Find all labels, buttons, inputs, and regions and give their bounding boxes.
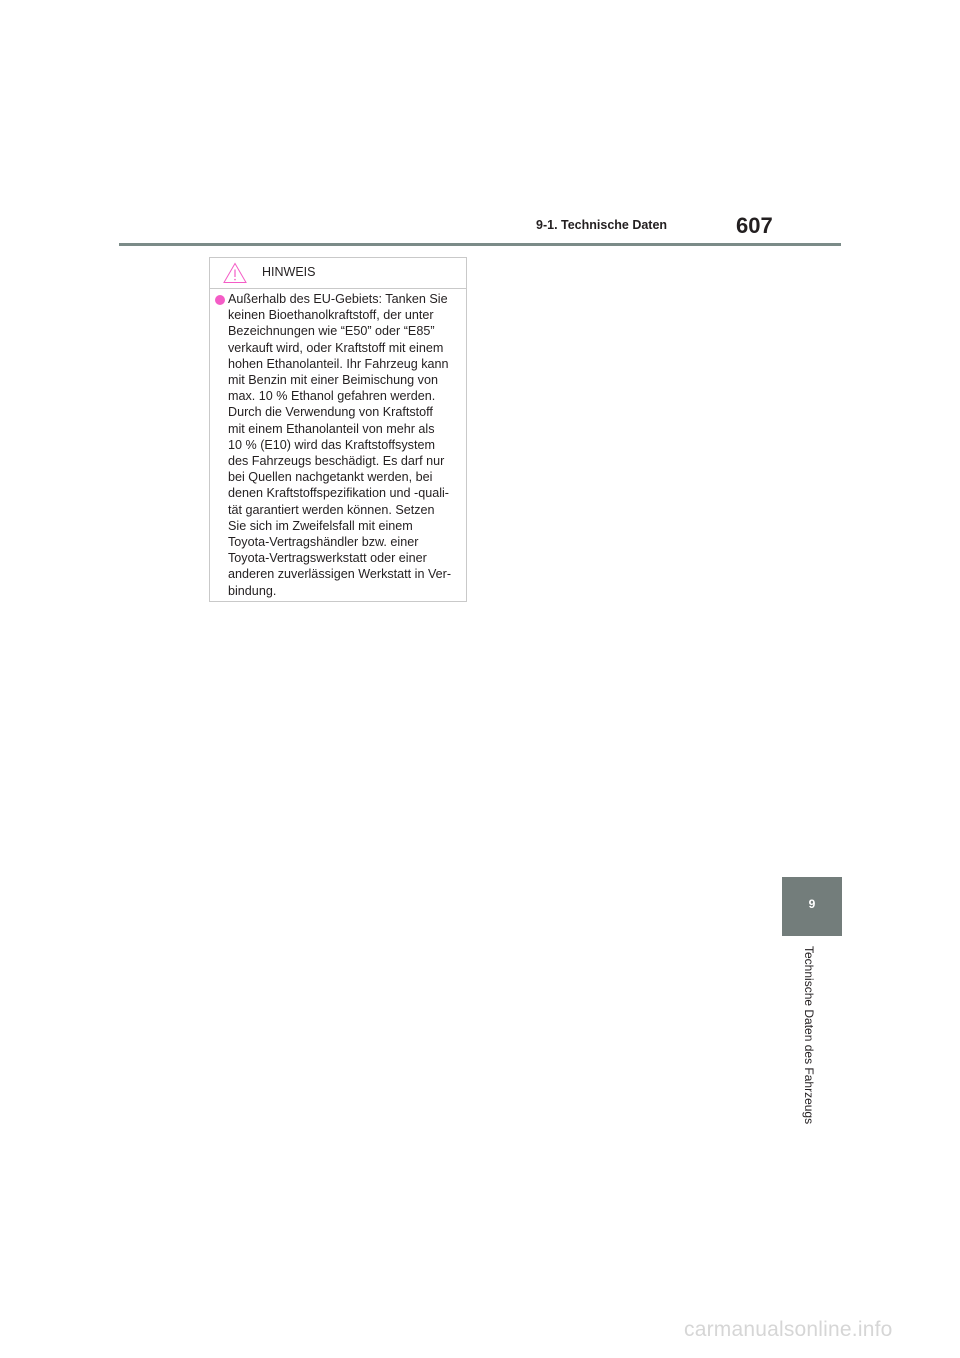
page-number: 607	[736, 213, 773, 238]
notice-line: keinen Bioethanolkraftstoff, der unter	[228, 308, 434, 323]
notice-title: HINWEIS	[262, 265, 316, 279]
notice-line: verkauft wird, oder Kraftstoff mit einem	[228, 340, 444, 355]
notice-line: bei Quellen nachgetankt werden, bei	[228, 470, 433, 485]
chapter-number: 9	[808, 897, 816, 911]
notice-header	[210, 258, 466, 289]
notice-line: tät garantiert werden können. Setzen	[228, 502, 435, 517]
notice-line: Außerhalb des EU-Gebiets: Tanken Sie	[228, 292, 448, 306]
chapter-tab	[782, 877, 842, 936]
notice-box	[209, 257, 467, 602]
notice-line: 10 % (E10) wird das Kraftstoffsystem	[228, 437, 435, 452]
warning-triangle-icon	[223, 262, 247, 284]
notice-line: denen Kraftstoffspezifikation und -quali-	[228, 486, 449, 501]
notice-line: Bezeichnungen wie “E50” oder “E85”	[228, 324, 435, 339]
notice-line: bindung.	[228, 583, 277, 598]
notice-line: mit Benzin mit einer Beimischung von	[228, 373, 438, 388]
header-divider	[119, 243, 841, 246]
notice-line: mit einem Ethanolanteil von mehr als	[228, 421, 435, 436]
notice-text	[228, 291, 464, 599]
notice-line: hohen Ethanolanteil. Ihr Fahrzeug kann	[228, 356, 449, 371]
notice-line: Toyota-Vertragswerkstatt oder einer	[228, 551, 427, 566]
notice-line: Durch die Verwendung von Kraftstoff	[228, 405, 433, 420]
section-title: 9-1. Technische Daten	[536, 218, 668, 232]
bullet-icon	[215, 295, 225, 305]
notice-line: anderen zuverlässigen Werkstatt in Ver-	[228, 567, 452, 582]
notice-line: des Fahrzeugs beschädigt. Es darf nur	[228, 454, 445, 469]
notice-line: Sie sich im Zweifelsfall mit einem	[228, 518, 413, 533]
notice-line: Toyota-Vertragshändler bzw. einer	[228, 535, 419, 550]
notice-line: max. 10 % Ethanol gefahren werden.	[228, 389, 436, 404]
watermark: carmanualsonline.info	[684, 1318, 893, 1341]
chapter-side-title: Technische Daten des Fahrzeugs	[802, 946, 816, 1125]
